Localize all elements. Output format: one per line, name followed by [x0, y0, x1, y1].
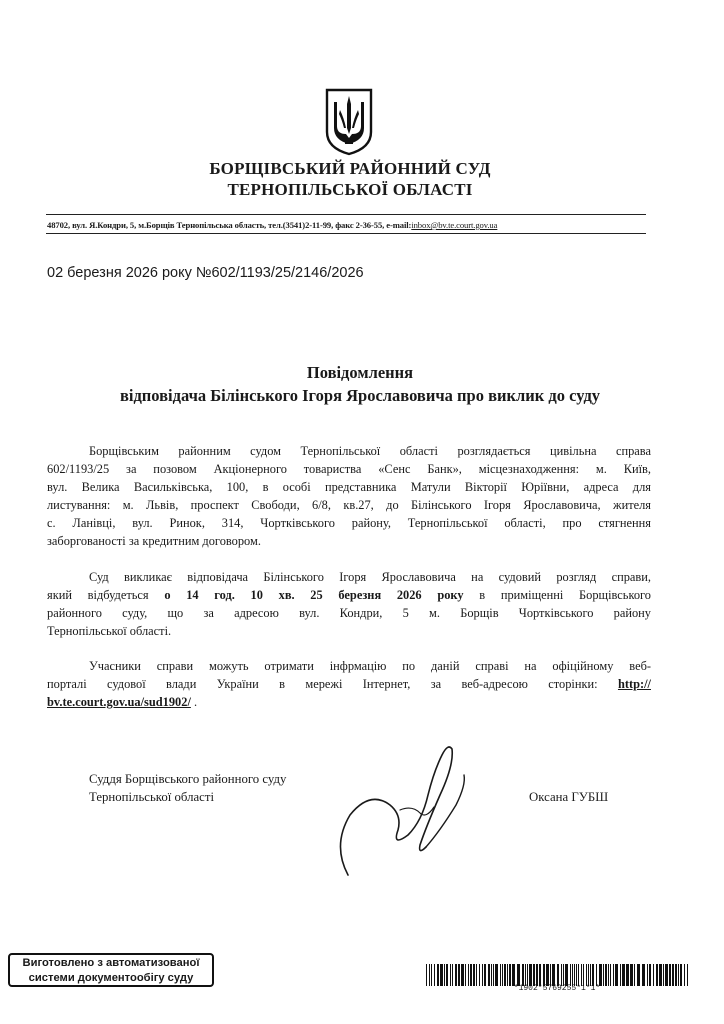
- barcode-bar: [550, 964, 551, 986]
- handwritten-signature: [330, 735, 480, 885]
- notice-title-line2: відповідача Білінського Ігоря Ярославовича про виклик до суду: [119, 386, 601, 405]
- barcode-bar: [473, 964, 475, 986]
- barcode-bar: [570, 964, 571, 986]
- barcode-bar: [642, 964, 645, 986]
- paragraph-line: Суд викликає відповідача Білінського Ігоря Ярославовича на судовий розгляд справи,: [89, 570, 651, 584]
- coat-of-arms-emblem: [324, 88, 374, 156]
- paragraph-line: [47, 586, 651, 604]
- stamp-line2: системи документообігу суду: [28, 972, 194, 984]
- barcode-bar: [468, 964, 469, 986]
- barcode-bar: [434, 964, 435, 986]
- barcode-bar: [613, 964, 614, 986]
- paragraph-line: районного суду, що за адресою вул. Кондри, 5 м. Борщів Чортківського району: [47, 606, 651, 620]
- barcode-bar: [461, 964, 464, 986]
- barcode-bar: [502, 964, 503, 986]
- judge-position-line1: Суддя Борщівського районного суду: [89, 772, 287, 786]
- barcode-bar: [493, 964, 494, 986]
- barcode-bar: [536, 964, 538, 986]
- paragraph-line: заборгованості за кредитним договором.: [47, 534, 261, 548]
- barcode-bar: [647, 964, 648, 986]
- barcode-bar: [470, 964, 472, 986]
- summons-paragraph: [47, 568, 651, 640]
- paragraph-line: [47, 693, 651, 711]
- barcode-bar: [578, 964, 579, 986]
- barcode-bar: [426, 964, 427, 986]
- barcode-bar: [653, 964, 654, 986]
- barcode-bar: [444, 964, 445, 986]
- barcode-bar: [675, 964, 677, 986]
- barcode-bar: [482, 964, 483, 986]
- barcode-bar: [680, 964, 682, 986]
- barcode-bar: [605, 964, 607, 986]
- barcode-number: *1902*5769255*1*1*: [513, 984, 601, 993]
- barcode-bar: [590, 964, 591, 986]
- barcode-bar: [581, 964, 582, 986]
- paragraph-line: с. Ланівці, вул. Ринок, 314, Чортківського району, Тернопільської області, про стягнення: [47, 516, 651, 530]
- notice-title-line1: Повідомлення: [306, 363, 414, 382]
- document-barcode: [426, 964, 688, 986]
- barcode-bar: [574, 964, 575, 986]
- barcode-bar: [656, 964, 658, 986]
- stamp-line1: Виготовлено з автоматизованої: [22, 957, 200, 969]
- barcode-bar: [500, 964, 501, 986]
- court-name-heading: [100, 158, 600, 200]
- barcode-bar: [429, 964, 430, 986]
- barcode-bar: [507, 964, 508, 986]
- barcode-bar: [539, 964, 541, 986]
- barcode-bar: [504, 964, 506, 986]
- portal-text-tail: .: [190, 695, 198, 709]
- barcode-bar: [452, 964, 453, 986]
- barcode-bar: [634, 964, 635, 986]
- barcode-bar: [588, 964, 589, 986]
- barcode-bar: [672, 964, 674, 986]
- barcode-bar: [440, 964, 443, 986]
- barcode-bar: [563, 964, 564, 986]
- barcode-bar: [512, 964, 515, 986]
- barcode-bar: [599, 964, 602, 986]
- court-website-link-cont[interactable]: bv.te.court.gov.ua/sud1902/: [47, 695, 191, 709]
- barcode-bar: [622, 964, 625, 986]
- paragraph-line: Учасники справи можуть отримати інфрмацію по даній справі на офіційному веб-: [89, 659, 651, 673]
- barcode-bar: [596, 964, 597, 986]
- barcode-bar: [663, 964, 664, 986]
- barcode-bar: [476, 964, 477, 986]
- barcode-bar: [665, 964, 668, 986]
- notice-title: [40, 361, 680, 407]
- barcode-bar: [495, 964, 498, 986]
- barcode-bar: [610, 964, 611, 986]
- barcode-bar: [649, 964, 651, 986]
- barcode-bar: [458, 964, 460, 986]
- barcode-bar: [669, 964, 671, 986]
- paragraph-line: 602/1193/25 за позовом Акціонерного товариства «Сенс Банк», місцезнаходження: м. Київ,: [47, 462, 651, 476]
- barcode-bar: [437, 964, 439, 986]
- paragraph-line: вул. Велика Васильківська, 100, в особі представника Матули Вікторії Юріївни, адреса для: [47, 480, 651, 494]
- judge-name: Оксана ГУБШ: [529, 790, 609, 804]
- barcode-bar: [529, 964, 532, 986]
- court-contacts: [47, 220, 647, 230]
- paragraph-line: листування: м. Львів, проспект Свободи, 6/8, кв.27, до Білінського Ігоря Ярославовича, жителя: [47, 498, 651, 512]
- barcode-bar: [637, 964, 640, 986]
- barcode-bar: [455, 964, 457, 986]
- header-divider-bottom: [46, 233, 646, 234]
- barcode-bar: [517, 964, 520, 986]
- barcode-bar: [630, 964, 633, 986]
- judge-position: [89, 770, 286, 806]
- judge-position-line2: Тернопільської області: [89, 790, 215, 804]
- barcode-bar: [586, 964, 587, 986]
- paragraph-line: [47, 675, 651, 693]
- barcode-bar: [484, 964, 486, 986]
- barcode-bar: [557, 964, 559, 986]
- barcode-bar: [509, 964, 511, 986]
- barcode-bar: [431, 964, 432, 986]
- court-website-link[interactable]: http://: [617, 677, 651, 691]
- barcode-bar: [546, 964, 549, 986]
- barcode-bar: [450, 964, 451, 986]
- paragraph-line: Тернопільської області.: [47, 624, 172, 638]
- barcode-bar: [615, 964, 618, 986]
- portal-text: порталі судової влади України в мережі Інтернет, за веб-адресою сторінки:: [47, 677, 618, 691]
- barcode-bar: [527, 964, 528, 986]
- barcode-bar: [626, 964, 629, 986]
- barcode-bar: [620, 964, 621, 986]
- barcode-bar: [533, 964, 535, 986]
- automation-stamp: [8, 953, 214, 987]
- barcode-bar: [479, 964, 480, 986]
- barcode-bar: [603, 964, 604, 986]
- barcode-bar: [576, 964, 577, 986]
- court-contacts-text: 48702, вул. Я.Кондри, 5, м.Борщів Тернопільська область, тел.(3541)2-11-99, факс 2-36-55, e-mail:: [47, 220, 412, 230]
- barcode-bar: [608, 964, 609, 986]
- barcode-bar: [491, 964, 492, 986]
- barcode-bar: [659, 964, 662, 986]
- date-and-reference-number: 02 березня 2026 року №602/1193/25/2146/2026: [47, 265, 364, 281]
- barcode-bar: [583, 964, 584, 986]
- court-name-line2: ТЕРНОПІЛЬСЬКОЇ ОБЛАСТІ: [227, 180, 473, 199]
- barcode-bar: [552, 964, 555, 986]
- info-portal-paragraph: [47, 657, 651, 711]
- barcode-bar: [561, 964, 562, 986]
- barcode-bar: [522, 964, 524, 986]
- header-divider-top: [46, 214, 646, 215]
- case-description-paragraph: [47, 442, 651, 550]
- barcode-bar: [572, 964, 573, 986]
- barcode-bar: [488, 964, 490, 986]
- court-email-link[interactable]: inbox@bv.te.court.gov.ua: [411, 220, 498, 230]
- summons-text: в приміщенні Борщівського: [463, 588, 651, 602]
- barcode-bar: [465, 964, 466, 986]
- court-name-line1: БОРЩІВСЬКИЙ РАЙОННИЙ СУД: [209, 159, 491, 178]
- barcode-bar: [543, 964, 545, 986]
- barcode-bar: [525, 964, 526, 986]
- barcode-bar: [446, 964, 448, 986]
- barcode-bar: [565, 964, 568, 986]
- barcode-bar: [592, 964, 594, 986]
- hearing-date-time: о 14 год. 10 хв. 25 березня 2026 року: [164, 588, 464, 602]
- barcode-bar: [678, 964, 679, 986]
- paragraph-line: Борщівським районним судом Тернопільської області розглядається цивільна справа: [89, 444, 651, 458]
- barcode-bar: [687, 964, 688, 986]
- barcode-bar: [684, 964, 685, 986]
- summons-text: який відбудеться: [47, 588, 165, 602]
